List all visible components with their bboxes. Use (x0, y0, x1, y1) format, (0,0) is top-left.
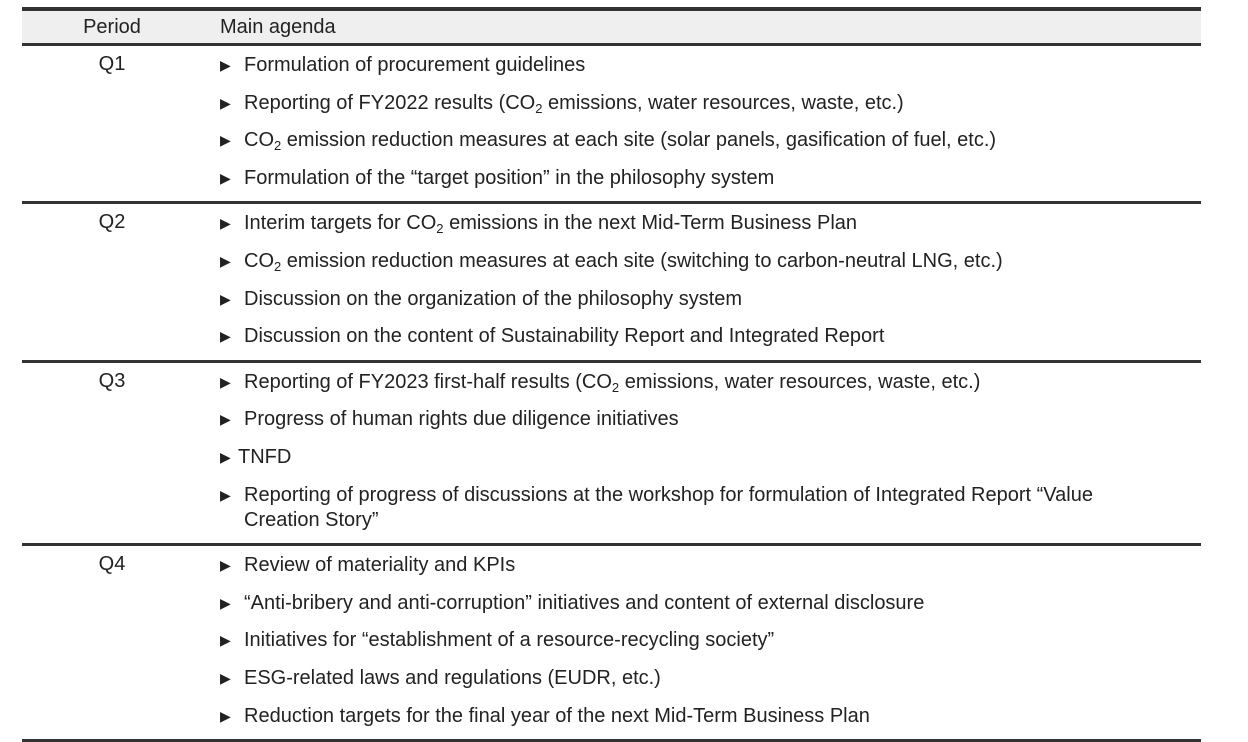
agenda-item-text: Formulation of procurement guidelines (244, 54, 586, 76)
agenda-list (202, 363, 1201, 543)
agenda-item-text: Discussion on the content of Sustainability Report and Integrated Report (244, 325, 885, 348)
agenda-item-text: “Anti-bribery and anti-corruption” initiatives and content of external disclosure (244, 591, 925, 614)
period-group-q2 (22, 204, 1201, 362)
agenda-item-text: $CO_2$ emission reduction measures at each site (switching to carbon-neutral LNG, etc.) (244, 249, 1003, 274)
period-label: Q1 (98, 53, 126, 75)
triangle-bullet-icon: ▶ (220, 169, 231, 186)
agenda-table (22, 7, 1201, 742)
agenda-column-header: Main agenda (220, 15, 336, 38)
triangle-bullet-icon: ▶ (220, 290, 231, 307)
agenda-item-text: Reporting of progress of discussions at the workshop for formulation of Integrated Report “Value Creation Story” (244, 483, 1093, 531)
agenda-item-text: Review of materiality and KPIs (244, 554, 516, 577)
triangle-bullet-icon: ▶ (220, 557, 231, 574)
agenda-item-text: ESG-related laws and regulations (EUDR, etc.) (244, 666, 661, 689)
triangle-bullet-icon: ▶ (220, 94, 231, 111)
agenda-list (202, 46, 1201, 201)
period-group-q1 (22, 46, 1201, 204)
agenda-item-text: Formulation of the “target position” in the philosophy system (244, 166, 775, 189)
agenda-item-text: Initiatives for “establishment of a resource-recycling society” (244, 629, 775, 652)
period-label: Q3 (98, 369, 126, 392)
triangle-bullet-icon: ▶ (220, 669, 231, 686)
triangle-bullet-icon: ▶ (220, 57, 231, 73)
agenda-item (220, 586, 1201, 624)
agenda-item-text: Interim targets for $CO_2$ emissions in the next Mid-Term Business Plan (244, 212, 858, 237)
agenda-item (220, 86, 1201, 124)
agenda-item (220, 123, 1201, 161)
triangle-bullet-icon: ▶ (220, 252, 231, 269)
agenda-item-text: Reporting of FY2023 first-half results ($CO_2$ emissions, water resources, waste, etc.) (244, 370, 981, 395)
agenda-item-text: TNFD (238, 445, 292, 468)
agenda-item (220, 548, 1201, 586)
agenda-item (220, 478, 1201, 541)
triangle-bullet-icon: ▶ (220, 215, 231, 232)
agenda-item (220, 365, 1201, 403)
period-group-q4 (22, 546, 1201, 742)
agenda-item (220, 402, 1201, 440)
period-label: Q2 (98, 211, 126, 234)
agenda-item-text: Discussion on the organization of the philosophy system (244, 287, 743, 310)
period-group-q3 (22, 363, 1201, 546)
table-header (22, 11, 1201, 46)
triangle-bullet-icon: ▶ (220, 132, 231, 149)
triangle-bullet-icon: ▶ (220, 486, 231, 503)
agenda-item (220, 206, 1201, 244)
agenda-item-text: Reporting of FY2022 results ($CO_2$ emissions, water resources, waste, etc.) (244, 91, 904, 116)
triangle-bullet-icon: ▶ (220, 448, 231, 465)
agenda-list (202, 546, 1201, 739)
agenda-item (220, 48, 1201, 86)
period-column-header: Period (83, 15, 141, 38)
agenda-item-text: Progress of human rights due diligence initiatives (244, 408, 679, 431)
triangle-bullet-icon: ▶ (220, 411, 231, 428)
period-label: Q4 (98, 553, 126, 576)
agenda-item (220, 440, 1201, 478)
agenda-item (220, 661, 1201, 699)
agenda-item (220, 282, 1201, 320)
agenda-item (220, 244, 1201, 282)
agenda-item-text: Reduction targets for the final year of the next Mid-Term Business Plan (244, 704, 870, 727)
triangle-bullet-icon: ▶ (220, 707, 231, 724)
agenda-list (202, 204, 1201, 359)
triangle-bullet-icon: ▶ (220, 373, 231, 390)
agenda-item (220, 319, 1201, 357)
triangle-bullet-icon: ▶ (220, 594, 231, 611)
agenda-item (220, 161, 1201, 199)
agenda-item (220, 699, 1201, 737)
agenda-item (220, 623, 1201, 661)
triangle-bullet-icon: ▶ (220, 632, 231, 649)
agenda-item-text: $CO_2$ emission reduction measures at each site (solar panels, gasification of fuel, etc.) (244, 129, 997, 154)
triangle-bullet-icon: ▶ (220, 328, 231, 345)
